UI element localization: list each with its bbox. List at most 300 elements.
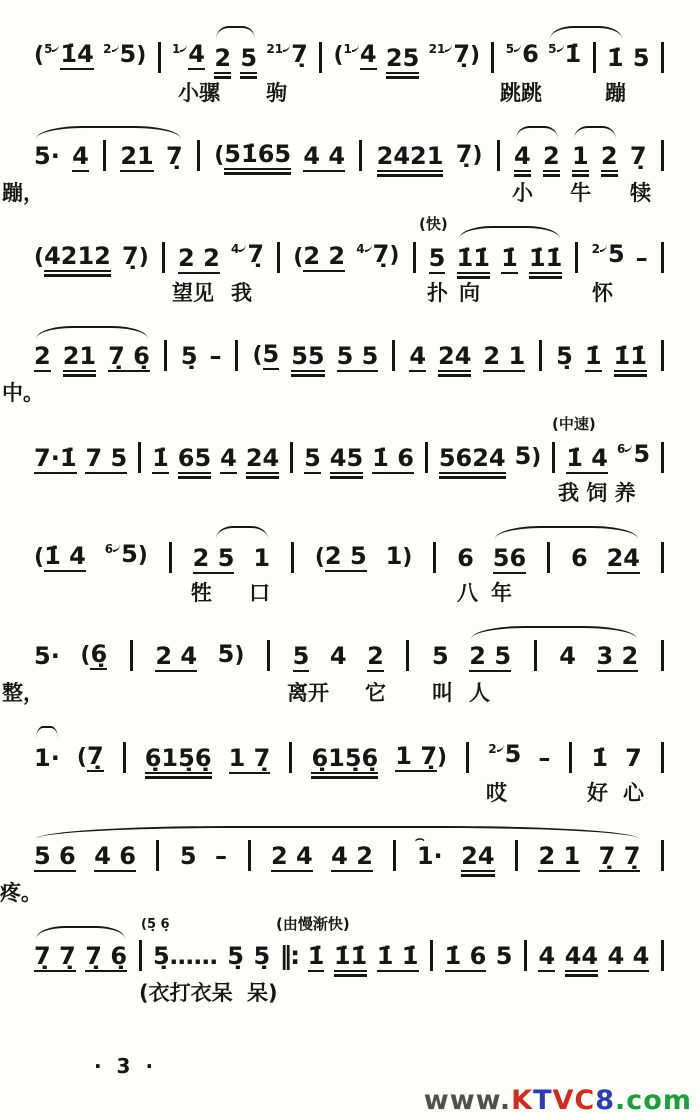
lyric-text: 中。 xyxy=(2,381,44,405)
beam-line xyxy=(63,370,96,373)
lyric-text: 向 xyxy=(459,281,480,305)
note-group xyxy=(377,942,419,970)
beam-line xyxy=(34,870,76,873)
beam-line xyxy=(85,970,127,973)
note-group xyxy=(155,642,197,670)
lyric-text: (衣打衣呆 xyxy=(139,981,233,1005)
note-digits: 7̣ xyxy=(86,742,104,770)
note-digits: 2 1 xyxy=(483,342,526,370)
beam-line xyxy=(469,670,511,673)
barline xyxy=(593,42,596,73)
barline xyxy=(359,140,362,171)
lyric-text: 我 饲 养 xyxy=(558,481,636,505)
note-digits: 5 xyxy=(240,44,257,72)
note-digits: 2 5 xyxy=(192,544,235,572)
note-group xyxy=(556,342,573,370)
note-group xyxy=(414,829,443,870)
note-digits: 4 4 xyxy=(607,942,650,970)
beam-line xyxy=(330,472,363,475)
beam-line xyxy=(439,472,506,475)
note-group xyxy=(108,342,150,370)
note-group xyxy=(271,842,313,870)
note-digits: – xyxy=(538,744,551,772)
note-group xyxy=(432,642,449,670)
notes-row xyxy=(0,829,666,905)
note-digits: 2 xyxy=(543,142,560,170)
note-group xyxy=(565,942,598,970)
note-digits: 24 xyxy=(606,544,641,572)
lyric-text: 离开 xyxy=(287,681,329,705)
beam-line xyxy=(240,72,257,75)
note-digits: 56 xyxy=(492,544,527,572)
beam-line xyxy=(120,170,153,173)
note-group xyxy=(214,44,231,72)
note-group xyxy=(330,444,363,472)
close-paren: ) xyxy=(472,143,483,168)
note-group xyxy=(331,842,373,870)
note-group xyxy=(395,742,447,772)
barline xyxy=(156,840,159,871)
beam-line xyxy=(34,472,77,475)
note-digits: 5 xyxy=(504,740,522,768)
note-group xyxy=(330,642,347,670)
note-digits: 7̣ 6̣ xyxy=(85,942,128,970)
note-group xyxy=(172,40,205,72)
beam-line xyxy=(334,974,367,977)
open-paren: ( xyxy=(76,745,87,770)
note-digits: 21 xyxy=(120,142,154,170)
note-digits: 7·1̇ xyxy=(34,444,77,472)
note-group xyxy=(266,40,307,72)
note-digits: 1· xyxy=(34,744,60,772)
note-group xyxy=(178,444,211,472)
beam-line xyxy=(85,472,127,475)
note-digits: 5 xyxy=(217,640,235,668)
open-paren: ( xyxy=(293,245,304,270)
slur-arc xyxy=(471,626,637,639)
beam-line xyxy=(63,374,96,377)
close-paren: ) xyxy=(137,543,148,568)
note-digits: 1 xyxy=(572,142,589,170)
note-group xyxy=(166,142,183,170)
note-digits: 1̇1̇ xyxy=(529,244,562,272)
note-digits: 7 5 xyxy=(85,444,128,472)
note-group xyxy=(515,442,542,472)
lyric-text: 牛 xyxy=(570,181,591,205)
note-digits: 5 xyxy=(607,240,625,268)
note-digits: 1̇ xyxy=(606,44,624,72)
beam-line xyxy=(330,476,363,479)
beam-line xyxy=(220,472,237,475)
barline xyxy=(158,42,161,73)
note-group xyxy=(538,744,550,772)
beam-line xyxy=(599,870,641,873)
note-group xyxy=(181,342,198,370)
beam-line xyxy=(145,772,212,775)
note-digits: 1̇ 6 xyxy=(372,444,414,472)
note-digits: 7̣ xyxy=(629,142,647,170)
lyric-text: 望见 xyxy=(172,281,214,305)
beam-line xyxy=(360,68,377,71)
note-group xyxy=(145,744,212,772)
beam-line xyxy=(224,172,291,175)
note-digits: 5̣ xyxy=(227,942,244,970)
note-group xyxy=(153,942,218,970)
note-group xyxy=(429,40,480,72)
slur-arc xyxy=(216,526,268,539)
beam-line xyxy=(607,572,640,575)
beam-line xyxy=(178,272,220,275)
lyric-text: 八 xyxy=(457,581,478,605)
tempo-marking: (由慢渐快) xyxy=(276,915,350,933)
note-digits: 5̣ xyxy=(556,342,573,370)
beam-line xyxy=(193,572,235,575)
note-digits: 2 2 xyxy=(178,244,220,272)
beam-line xyxy=(429,272,446,275)
note-digits: 5 xyxy=(121,540,138,568)
note-group xyxy=(252,340,279,370)
grace-note: 5 xyxy=(506,42,522,56)
slur-arc xyxy=(36,326,148,339)
barline xyxy=(138,442,141,473)
notes-row xyxy=(34,915,666,1005)
beam-line xyxy=(94,870,136,873)
barline xyxy=(319,42,322,73)
note-digits: 5̣…… xyxy=(153,942,218,970)
open-paren: ( xyxy=(252,343,263,368)
note-digits: 2 xyxy=(367,642,384,670)
watermark-letter: .com xyxy=(615,1085,692,1116)
beam-line xyxy=(188,68,205,71)
beam-line xyxy=(224,168,291,171)
beam-line xyxy=(34,970,76,973)
note-digits: 5 xyxy=(514,442,532,470)
note-group xyxy=(253,942,270,970)
note-group xyxy=(607,544,640,572)
grace-note: 21 xyxy=(429,42,454,56)
note-digits: 1̇ xyxy=(564,40,582,68)
notes-row xyxy=(34,740,666,805)
notation-system xyxy=(2,616,666,716)
note-digits: 1̇ 4 xyxy=(566,444,608,472)
note-group xyxy=(429,244,446,272)
note-digits: 5· xyxy=(34,642,60,670)
notes-row xyxy=(34,215,666,305)
grace-note: 1 xyxy=(172,42,188,56)
barline xyxy=(433,542,436,573)
beam-line xyxy=(44,570,86,573)
slur-arc xyxy=(459,226,560,239)
note-group xyxy=(218,640,245,670)
barline xyxy=(169,542,172,573)
page-number: · 3 · xyxy=(94,1054,158,1078)
note-digits: 5 xyxy=(495,942,513,970)
note-group xyxy=(585,342,602,370)
beam-line xyxy=(566,472,608,475)
beam-line xyxy=(311,772,378,775)
watermark-letter: V xyxy=(552,1085,575,1116)
close-paren: ) xyxy=(234,643,245,668)
slur-arc xyxy=(516,126,558,139)
note-digits: 2421 xyxy=(377,142,444,170)
note-digits: 2 1 xyxy=(538,842,581,870)
note-digits: 25 xyxy=(386,44,419,72)
note-group xyxy=(571,544,588,572)
note-group xyxy=(592,240,625,272)
note-digits: 1̇ xyxy=(501,244,518,272)
notes-row xyxy=(34,540,666,605)
close-paren: ) xyxy=(531,445,542,470)
notes-row xyxy=(2,140,666,205)
note-group xyxy=(386,44,419,72)
note-digits: 2 5 xyxy=(469,642,512,670)
watermark-letter: www. xyxy=(423,1085,512,1116)
beam-line xyxy=(367,670,384,673)
note-group xyxy=(496,942,513,970)
notes-row xyxy=(34,40,666,105)
note-digits: 1̇1̇ xyxy=(334,942,367,970)
note-digits: 7̣ xyxy=(455,140,473,168)
lyric-text: 牲 xyxy=(191,581,212,605)
beam-line xyxy=(529,276,562,279)
barline xyxy=(661,940,664,971)
notation-system xyxy=(34,416,666,516)
beam-line xyxy=(377,970,419,973)
note-digits: 6 xyxy=(457,544,474,572)
beam-line xyxy=(395,770,437,773)
note-group xyxy=(253,544,270,572)
close-paren: ) xyxy=(437,745,448,770)
note-group xyxy=(246,444,279,472)
close-paren: ) xyxy=(470,43,481,68)
grace-note: 1 xyxy=(344,42,360,56)
grace-note: 2 xyxy=(592,242,608,256)
beam-line xyxy=(438,374,471,377)
lyric-text: 疼。 xyxy=(0,881,42,905)
beam-line xyxy=(514,170,531,173)
note-digits: 7̣ xyxy=(291,40,308,68)
beam-line xyxy=(372,472,414,475)
beam-line xyxy=(543,170,560,173)
note-digits: 4 6 xyxy=(94,842,136,870)
beam-line xyxy=(60,68,93,71)
note-group xyxy=(315,542,367,572)
note-group xyxy=(445,942,487,970)
barline xyxy=(661,242,664,273)
beam-line xyxy=(214,72,231,75)
barline xyxy=(291,542,294,573)
note-group xyxy=(178,244,220,272)
note-digits: 2 xyxy=(34,342,51,370)
beam-line xyxy=(72,170,89,173)
note-digits: 4 xyxy=(514,142,531,170)
barline xyxy=(162,242,165,273)
note-digits: 5 xyxy=(633,440,651,468)
barline xyxy=(661,442,664,473)
lyric-text: 口 xyxy=(249,581,270,605)
note-group xyxy=(439,444,506,472)
note-digits: 1̇ xyxy=(152,444,169,472)
note-group xyxy=(80,640,107,670)
note-digits: 7̣ xyxy=(453,40,471,68)
watermark-letter: C xyxy=(574,1085,596,1116)
note-group xyxy=(34,642,60,670)
note-digits: 6 xyxy=(522,40,539,68)
note-digits: 6 xyxy=(571,544,588,572)
lyric-text: 小骡 xyxy=(178,81,220,105)
barline xyxy=(539,340,542,371)
note-digits: 7̣ 7̣ xyxy=(598,842,641,870)
close-paren: ) xyxy=(138,245,149,270)
beam-line xyxy=(529,272,562,275)
notation-system xyxy=(34,216,666,316)
beam-line xyxy=(608,970,650,973)
note-digits: 6̣15̣6̣ xyxy=(145,744,212,772)
note-digits: 55 xyxy=(291,342,324,370)
barline xyxy=(197,140,200,171)
note-group xyxy=(215,842,227,870)
beam-line xyxy=(108,370,150,373)
beam-line xyxy=(538,970,555,973)
beam-line xyxy=(601,170,618,173)
notes-row xyxy=(2,640,666,705)
beam-line xyxy=(614,374,647,377)
note-group xyxy=(334,942,367,970)
note-digits: 45 xyxy=(330,444,363,472)
note-digits: 5̣ xyxy=(180,342,198,370)
beam-line xyxy=(178,476,211,479)
note-digits: 1̇1̇ xyxy=(614,342,647,370)
barline xyxy=(466,742,469,773)
tempo-marking: (快) xyxy=(419,215,448,233)
barline xyxy=(392,340,395,371)
note-digits: 4 xyxy=(220,444,237,472)
beam-line xyxy=(461,874,494,877)
lyric-text: 年 xyxy=(491,581,512,605)
beam-line xyxy=(538,870,580,873)
note-digits: 7̣ xyxy=(247,240,265,268)
beam-line xyxy=(461,870,494,873)
note-group xyxy=(227,942,244,970)
slur-arc xyxy=(36,926,125,939)
beam-line xyxy=(572,170,589,173)
note-digits: 65 xyxy=(178,444,211,472)
lyric-text: 整， xyxy=(2,681,44,705)
note-digits: 2 xyxy=(601,142,618,170)
tempo-marking: (5̣ 6̣ xyxy=(141,917,170,932)
note-group xyxy=(591,744,608,772)
note-group xyxy=(34,142,60,170)
beam-line xyxy=(493,572,526,575)
tempo-marking: (中速) xyxy=(552,415,596,433)
note-digits: – xyxy=(209,342,222,370)
slur-arc xyxy=(495,526,638,539)
note-group xyxy=(607,44,624,72)
note-group xyxy=(377,142,444,170)
barline xyxy=(289,742,292,773)
note-group xyxy=(572,142,589,170)
open-paren: ( xyxy=(34,43,45,68)
note-group xyxy=(105,540,148,572)
barline xyxy=(406,640,409,671)
barline xyxy=(425,442,428,473)
note-group xyxy=(229,744,271,772)
barline xyxy=(497,140,500,171)
lyric-text: 犊 xyxy=(630,181,651,205)
beam-line xyxy=(178,472,211,475)
barline xyxy=(123,742,126,773)
note-group xyxy=(103,40,146,72)
note-digits: 1· ⌢ xyxy=(417,842,443,870)
note-group xyxy=(214,140,291,170)
beam-line xyxy=(457,272,490,275)
note-group xyxy=(122,242,149,272)
beam-line xyxy=(409,370,426,373)
lyric-text: 哎 xyxy=(486,781,507,805)
open-paren: ( xyxy=(214,143,225,168)
notation-system xyxy=(2,116,666,216)
note-group xyxy=(311,744,378,772)
slur-arc xyxy=(36,726,58,739)
slur-arc xyxy=(36,126,181,139)
barline xyxy=(524,940,527,971)
note-digits: 1̇1̇ xyxy=(457,244,490,272)
note-digits: 4 4 xyxy=(303,142,346,170)
note-group xyxy=(601,142,618,170)
barline xyxy=(290,442,293,473)
barline xyxy=(139,940,142,971)
beam-line xyxy=(229,772,271,775)
beam-line xyxy=(386,76,419,79)
beam-line xyxy=(303,170,345,173)
notation-system xyxy=(0,816,666,916)
note-digits: 2 5 xyxy=(324,542,367,570)
note-digits: 4 xyxy=(359,40,377,68)
beam-line xyxy=(445,970,487,973)
beam-line xyxy=(291,370,324,373)
note-group xyxy=(120,142,153,170)
grace-note: 5 xyxy=(44,42,60,56)
note-digits: 4 xyxy=(329,642,347,670)
note-group xyxy=(636,244,648,272)
beam-line xyxy=(565,974,598,977)
note-digits: 5̣ xyxy=(253,942,271,970)
note-group xyxy=(293,242,345,272)
note-group xyxy=(461,842,494,870)
beam-line xyxy=(155,670,197,673)
note-group xyxy=(85,444,127,472)
grace-note: 2 xyxy=(103,42,119,56)
note-group xyxy=(386,542,413,572)
note-group xyxy=(291,342,324,370)
beam-line xyxy=(44,274,111,277)
note-digits: 5 5 xyxy=(336,342,379,370)
note-group xyxy=(367,642,384,670)
grace-note: 4 xyxy=(231,242,247,256)
barline xyxy=(267,640,270,671)
lyric-text: 小 xyxy=(512,181,533,205)
note-group xyxy=(483,342,525,370)
barline xyxy=(491,42,494,73)
note-group xyxy=(85,942,127,970)
note-digits: 6̣15̣6̣ xyxy=(311,744,378,772)
note-group xyxy=(566,444,608,472)
note-digits: 4 xyxy=(538,942,556,970)
note-group xyxy=(469,642,511,670)
beam-line xyxy=(325,570,367,573)
note-digits: 21 xyxy=(63,342,96,370)
barline xyxy=(235,340,238,371)
